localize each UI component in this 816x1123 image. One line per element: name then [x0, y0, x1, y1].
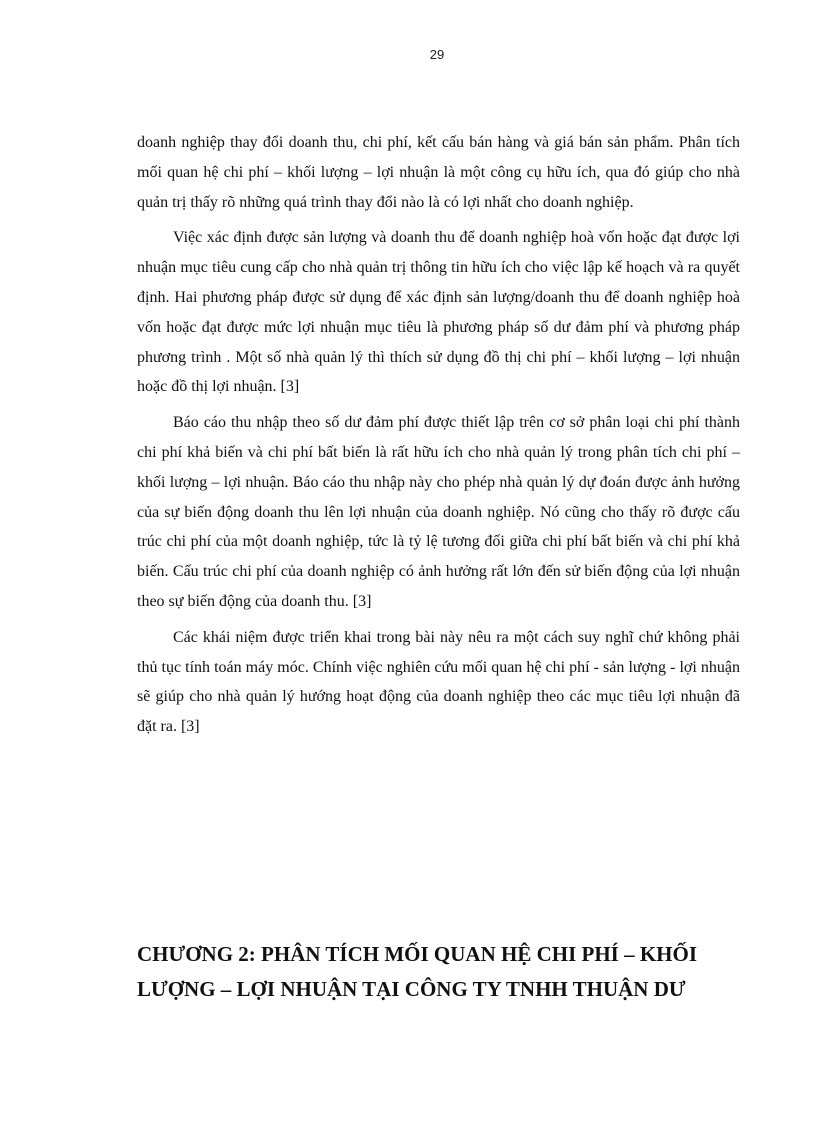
chapter-heading: CHƯƠNG 2: PHÂN TÍCH MỐI QUAN HỆ CHI PHÍ – KHỐI LƯỢNG – LỢI NHUẬN TẠI CÔNG TY TNHH THUẬN DƯ: [137, 942, 698, 1001]
body-text: [137, 128, 740, 748]
paragraph-income-statement: Báo cáo thu nhập theo số dư đảm phí được thiết lập trên cơ sở phân loại chi phí thành chi phí khả biến và chi phí bất biến là rất hữu ích cho nhà quản lý trong phân tích chi phí – khối lượng – lợi nhuận. Báo cáo thu nhập này cho phép nhà quản lý dự đoán được ảnh hưởng của sự biến động doanh thu lên lợi nhuận của doanh nghiệp. Nó cũng cho thấy rõ được cấu trúc chi phí của một doanh nghiệp, tức là tỷ lệ tương đối giữa chi phí bất biến và chi phí khả biến. Cấu trúc chi phí của doanh nghiệp có ảnh hưởng rất lớn đến sử biến động của lợi nhuận theo sự biến động của doanh thu. [3]: [137, 414, 740, 610]
paragraph-continuation: doanh nghiệp thay đổi doanh thu, chi phí, kết cấu bán hàng và giá bán sản phẩm. Phân tích mối quan hệ chi phí – khối lượng – lợi nhuận là một công cụ hữu ích, qua đó giúp cho nhà quản trị thấy rõ những quá trình thay đổi nào là có lợi nhất cho doanh nghiệp.: [137, 134, 740, 211]
paragraph-breakeven: Việc xác định được sản lượng và doanh thu để doanh nghiệp hoà vốn hoặc đạt được lợi nhuận mục tiêu cung cấp cho nhà quản trị thông tin hữu ích cho việc lập kế hoạch và ra quyết định. Hai phương pháp được sử dụng để xác định sản lượng/doanh thu để doanh nghiệp hoà vốn hoặc đạt được mức lợi nhuận mục tiêu là phương pháp số dư đảm phí và phương pháp phương trình . Một số nhà quản lý thì thích sử dụng đồ thị chi phí – khối lượng – lợi nhuận hoặc đồ thị lợi nhuận. [3]: [137, 229, 740, 396]
page-number: 29: [429, 47, 445, 62]
paragraph-concepts: Các khái niệm được triển khai trong bài này nêu ra một cách suy nghĩ chứ không phải thủ tục tính toán máy móc. Chính việc nghiên cứu mối quan hệ chi phí - sản lượng - lợi nhuận sẽ giúp cho nhà quản lý hướng hoạt động của doanh nghiệp theo các mục tiêu lợi nhuận đã đặt ra. [3]: [137, 628, 740, 736]
